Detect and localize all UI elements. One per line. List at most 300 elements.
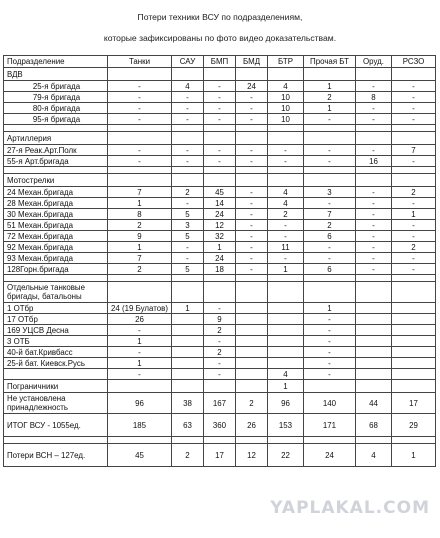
value-cell: [172, 380, 204, 393]
value-cell: 167: [204, 393, 236, 414]
value-cell: -: [204, 81, 236, 92]
value-cell: [204, 282, 236, 303]
value-cell: [268, 358, 304, 369]
row-label: ИТОГ ВСУ - 1055ед.: [4, 414, 108, 437]
value-cell: 11: [268, 242, 304, 253]
value-cell: -: [392, 264, 436, 275]
table-row: [4, 358, 436, 369]
value-cell: [356, 325, 392, 336]
losses-table: [3, 55, 436, 467]
value-cell: [108, 132, 172, 145]
header-cell: Оруд.: [356, 56, 392, 68]
table-row: [4, 187, 436, 198]
value-cell: -: [236, 156, 268, 167]
value-cell: -: [204, 145, 236, 156]
value-cell: [268, 275, 304, 282]
value-cell: [304, 437, 356, 444]
value-cell: -: [236, 264, 268, 275]
value-cell: [304, 132, 356, 145]
value-cell: [356, 336, 392, 347]
value-cell: [108, 68, 172, 81]
value-cell: 1: [304, 103, 356, 114]
header-cell: БТР: [268, 56, 304, 68]
header-cell: Прочая БТ: [304, 56, 356, 68]
value-cell: 9: [204, 314, 236, 325]
row-label: Пограничники: [4, 380, 108, 393]
value-cell: -: [392, 81, 436, 92]
value-cell: [204, 174, 236, 187]
value-cell: 45: [108, 444, 172, 467]
value-cell: 6: [304, 264, 356, 275]
value-cell: 5: [172, 231, 204, 242]
header-cell: РСЗО: [392, 56, 436, 68]
value-cell: -: [108, 81, 172, 92]
value-cell: [236, 167, 268, 174]
value-cell: -: [268, 145, 304, 156]
value-cell: [172, 275, 204, 282]
row-label: 3 ОТБ: [4, 336, 108, 347]
table-body: [4, 56, 436, 467]
value-cell: -: [108, 103, 172, 114]
value-cell: [392, 132, 436, 145]
table-row: [4, 92, 436, 103]
value-cell: [172, 369, 204, 380]
row-label: 128Горн.бригада: [4, 264, 108, 275]
value-cell: [268, 167, 304, 174]
row-label: Мотострелки: [4, 174, 108, 187]
table-row: [4, 145, 436, 156]
value-cell: 24 (19 Булатов): [108, 303, 172, 314]
value-cell: 1: [204, 242, 236, 253]
value-cell: [108, 167, 172, 174]
value-cell: 5: [172, 264, 204, 275]
value-cell: -: [108, 325, 172, 336]
header-row: [4, 56, 436, 68]
row-label: Не установлена принадлежность: [4, 393, 108, 414]
value-cell: [236, 303, 268, 314]
value-cell: -: [172, 156, 204, 167]
value-cell: [268, 303, 304, 314]
value-cell: [392, 380, 436, 393]
value-cell: -: [392, 220, 436, 231]
value-cell: [304, 125, 356, 132]
value-cell: 8: [108, 209, 172, 220]
table-title-line-1: Потери техники ВСУ по подразделениям,: [137, 12, 303, 22]
table-row: [4, 68, 436, 81]
table-row: [4, 231, 436, 242]
value-cell: -: [268, 253, 304, 264]
value-cell: 17: [204, 444, 236, 467]
value-cell: [204, 275, 236, 282]
value-cell: 2: [204, 325, 236, 336]
row-label: [4, 275, 108, 282]
row-label: 1 ОТбр: [4, 303, 108, 314]
value-cell: [268, 325, 304, 336]
row-label: [4, 437, 108, 444]
value-cell: [172, 325, 204, 336]
value-cell: -: [204, 103, 236, 114]
value-cell: -: [356, 187, 392, 198]
value-cell: -: [304, 336, 356, 347]
value-cell: 10: [268, 103, 304, 114]
value-cell: [356, 358, 392, 369]
value-cell: -: [236, 231, 268, 242]
value-cell: 7: [108, 253, 172, 264]
value-cell: 24: [204, 209, 236, 220]
value-cell: -: [172, 103, 204, 114]
value-cell: -: [356, 209, 392, 220]
value-cell: [268, 347, 304, 358]
value-cell: -: [108, 145, 172, 156]
value-cell: 1: [304, 303, 356, 314]
table-row: [4, 209, 436, 220]
value-cell: -: [236, 209, 268, 220]
value-cell: [356, 314, 392, 325]
value-cell: -: [108, 92, 172, 103]
value-cell: -: [204, 156, 236, 167]
value-cell: [356, 369, 392, 380]
value-cell: 96: [108, 393, 172, 414]
value-cell: -: [392, 103, 436, 114]
value-cell: 6: [304, 231, 356, 242]
value-cell: [392, 358, 436, 369]
table-row: [4, 347, 436, 358]
value-cell: -: [356, 114, 392, 125]
value-cell: [268, 336, 304, 347]
table-row: [4, 167, 436, 174]
value-cell: [236, 380, 268, 393]
value-cell: -: [236, 220, 268, 231]
value-cell: [172, 282, 204, 303]
value-cell: -: [356, 220, 392, 231]
value-cell: -: [356, 198, 392, 209]
value-cell: 8: [356, 92, 392, 103]
value-cell: [172, 167, 204, 174]
value-cell: -: [268, 231, 304, 242]
value-cell: [356, 437, 392, 444]
table-title-line-2: которые зафиксированы по фото видео доказательствам.: [103, 33, 337, 43]
value-cell: -: [356, 81, 392, 92]
table-row: [4, 81, 436, 92]
value-cell: [204, 437, 236, 444]
table-row: [4, 114, 436, 125]
value-cell: [172, 125, 204, 132]
value-cell: [356, 132, 392, 145]
value-cell: 17: [392, 393, 436, 414]
row-label: Артиллерия: [4, 132, 108, 145]
value-cell: -: [172, 242, 204, 253]
value-cell: [268, 132, 304, 145]
value-cell: [204, 125, 236, 132]
value-cell: [304, 282, 356, 303]
value-cell: -: [108, 114, 172, 125]
value-cell: [172, 358, 204, 369]
value-cell: 3: [172, 220, 204, 231]
value-cell: 2: [172, 187, 204, 198]
value-cell: -: [172, 92, 204, 103]
value-cell: [356, 282, 392, 303]
value-cell: [356, 380, 392, 393]
value-cell: 9: [108, 231, 172, 242]
value-cell: 7: [108, 187, 172, 198]
value-cell: -: [204, 114, 236, 125]
header-cell: САУ: [172, 56, 204, 68]
value-cell: 3: [304, 187, 356, 198]
value-cell: 1: [108, 358, 172, 369]
value-cell: 29: [392, 414, 436, 437]
value-cell: 1: [108, 198, 172, 209]
value-cell: -: [268, 220, 304, 231]
value-cell: -: [304, 253, 356, 264]
value-cell: 4: [172, 81, 204, 92]
value-cell: -: [236, 114, 268, 125]
table-row: [4, 220, 436, 231]
value-cell: 26: [236, 414, 268, 437]
value-cell: 140: [304, 393, 356, 414]
value-cell: [304, 68, 356, 81]
value-cell: 2: [268, 209, 304, 220]
value-cell: 4: [268, 198, 304, 209]
value-cell: [108, 174, 172, 187]
value-cell: [236, 132, 268, 145]
value-cell: [392, 282, 436, 303]
value-cell: -: [356, 103, 392, 114]
value-cell: 2: [108, 220, 172, 231]
value-cell: -: [304, 198, 356, 209]
row-label: 55-я Арт.бригада: [4, 156, 108, 167]
table-row: [4, 414, 436, 437]
row-label: 72 Механ.бригада: [4, 231, 108, 242]
table-row: [4, 282, 436, 303]
value-cell: [236, 325, 268, 336]
value-cell: [236, 125, 268, 132]
table-row: [4, 369, 436, 380]
value-cell: [392, 68, 436, 81]
table-row: [4, 198, 436, 209]
value-cell: -: [304, 358, 356, 369]
value-cell: 32: [204, 231, 236, 242]
header-cell: БМД: [236, 56, 268, 68]
value-cell: 10: [268, 92, 304, 103]
header-cell: Подразделение: [4, 56, 108, 68]
row-label: Отдельные танковые бригады, батальоны: [4, 282, 108, 303]
value-cell: 5: [172, 209, 204, 220]
value-cell: [172, 347, 204, 358]
value-cell: [392, 336, 436, 347]
value-cell: [304, 275, 356, 282]
value-cell: 10: [268, 114, 304, 125]
value-cell: -: [392, 253, 436, 264]
value-cell: 22: [268, 444, 304, 467]
value-cell: -: [304, 314, 356, 325]
value-cell: [392, 325, 436, 336]
table-row: [4, 444, 436, 467]
table-row: [4, 437, 436, 444]
table-row: [4, 156, 436, 167]
value-cell: 185: [108, 414, 172, 437]
value-cell: -: [392, 198, 436, 209]
value-cell: 7: [392, 145, 436, 156]
row-label: [4, 369, 108, 380]
value-cell: 4: [268, 81, 304, 92]
value-cell: -: [236, 253, 268, 264]
row-label: 80-я бригада: [4, 103, 108, 114]
value-cell: -: [304, 325, 356, 336]
value-cell: 7: [304, 209, 356, 220]
value-cell: -: [204, 358, 236, 369]
value-cell: [356, 303, 392, 314]
value-cell: [268, 282, 304, 303]
row-label: Потери ВСН – 127ед.: [4, 444, 108, 467]
value-cell: 63: [172, 414, 204, 437]
value-cell: -: [172, 253, 204, 264]
value-cell: 1: [304, 81, 356, 92]
value-cell: 1: [108, 242, 172, 253]
value-cell: [204, 68, 236, 81]
value-cell: 4: [268, 369, 304, 380]
value-cell: -: [356, 264, 392, 275]
value-cell: [172, 314, 204, 325]
value-cell: 171: [304, 414, 356, 437]
row-label: 79-я бригада: [4, 92, 108, 103]
row-label: 27-я Реак.Арт.Полк: [4, 145, 108, 156]
value-cell: [108, 275, 172, 282]
value-cell: [172, 336, 204, 347]
row-label: [4, 167, 108, 174]
value-cell: [392, 303, 436, 314]
value-cell: [268, 314, 304, 325]
value-cell: -: [172, 114, 204, 125]
value-cell: 1: [392, 209, 436, 220]
row-label: 25-я бригада: [4, 81, 108, 92]
value-cell: -: [304, 242, 356, 253]
value-cell: -: [392, 156, 436, 167]
table-row: [4, 103, 436, 114]
value-cell: -: [392, 231, 436, 242]
value-cell: -: [392, 92, 436, 103]
table-row: [4, 264, 436, 275]
value-cell: [392, 167, 436, 174]
value-cell: -: [356, 253, 392, 264]
value-cell: [392, 369, 436, 380]
value-cell: 12: [236, 444, 268, 467]
value-cell: 96: [268, 393, 304, 414]
value-cell: -: [172, 198, 204, 209]
value-cell: [172, 132, 204, 145]
table-row: [4, 125, 436, 132]
value-cell: [392, 437, 436, 444]
value-cell: [304, 167, 356, 174]
table-row: [4, 132, 436, 145]
value-cell: 4: [356, 444, 392, 467]
value-cell: 153: [268, 414, 304, 437]
value-cell: -: [304, 347, 356, 358]
value-cell: -: [236, 103, 268, 114]
value-cell: [108, 380, 172, 393]
value-cell: 4: [268, 187, 304, 198]
value-cell: 2: [236, 393, 268, 414]
value-cell: 2: [392, 242, 436, 253]
value-cell: [392, 275, 436, 282]
table-row: [4, 174, 436, 187]
value-cell: [268, 68, 304, 81]
table-row: [4, 303, 436, 314]
value-cell: 24: [204, 253, 236, 264]
value-cell: [356, 68, 392, 81]
value-cell: -: [236, 92, 268, 103]
value-cell: [172, 437, 204, 444]
table-row: [4, 242, 436, 253]
value-cell: [304, 174, 356, 187]
value-cell: [108, 282, 172, 303]
value-cell: -: [236, 187, 268, 198]
value-cell: [356, 125, 392, 132]
row-label: 93 Механ.бригада: [4, 253, 108, 264]
value-cell: 360: [204, 414, 236, 437]
value-cell: 12: [204, 220, 236, 231]
value-cell: -: [304, 156, 356, 167]
table-row: [4, 325, 436, 336]
value-cell: 2: [392, 187, 436, 198]
value-cell: 2: [172, 444, 204, 467]
value-cell: 45: [204, 187, 236, 198]
row-label: 92 Механ.бригада: [4, 242, 108, 253]
value-cell: [392, 174, 436, 187]
row-label: [4, 125, 108, 132]
row-label: 28 Механ.бригада: [4, 198, 108, 209]
value-cell: [236, 282, 268, 303]
value-cell: -: [204, 92, 236, 103]
row-label: 24 Механ.бригада: [4, 187, 108, 198]
row-label: 169 УЦСВ Десна: [4, 325, 108, 336]
value-cell: [172, 68, 204, 81]
value-cell: [236, 437, 268, 444]
row-label: 30 Механ.бригада: [4, 209, 108, 220]
value-cell: -: [392, 114, 436, 125]
value-cell: -: [236, 242, 268, 253]
row-label: 17 ОТбр: [4, 314, 108, 325]
value-cell: -: [108, 369, 172, 380]
value-cell: -: [304, 145, 356, 156]
value-cell: 18: [204, 264, 236, 275]
row-label: 95-я бригада: [4, 114, 108, 125]
value-cell: [392, 347, 436, 358]
value-cell: 2: [304, 92, 356, 103]
header-cell: БМП: [204, 56, 236, 68]
value-cell: -: [356, 231, 392, 242]
value-cell: [236, 336, 268, 347]
value-cell: -: [236, 198, 268, 209]
value-cell: -: [172, 145, 204, 156]
value-cell: [108, 437, 172, 444]
value-cell: [236, 68, 268, 81]
value-cell: 26: [108, 314, 172, 325]
table-row: [4, 393, 436, 414]
value-cell: [268, 125, 304, 132]
value-cell: -: [204, 369, 236, 380]
value-cell: 44: [356, 393, 392, 414]
value-cell: [236, 174, 268, 187]
table-row: [4, 253, 436, 264]
value-cell: -: [356, 242, 392, 253]
value-cell: 1: [268, 264, 304, 275]
value-cell: [236, 275, 268, 282]
value-cell: [172, 174, 204, 187]
value-cell: [356, 275, 392, 282]
value-cell: -: [268, 156, 304, 167]
value-cell: [236, 369, 268, 380]
value-cell: [304, 380, 356, 393]
